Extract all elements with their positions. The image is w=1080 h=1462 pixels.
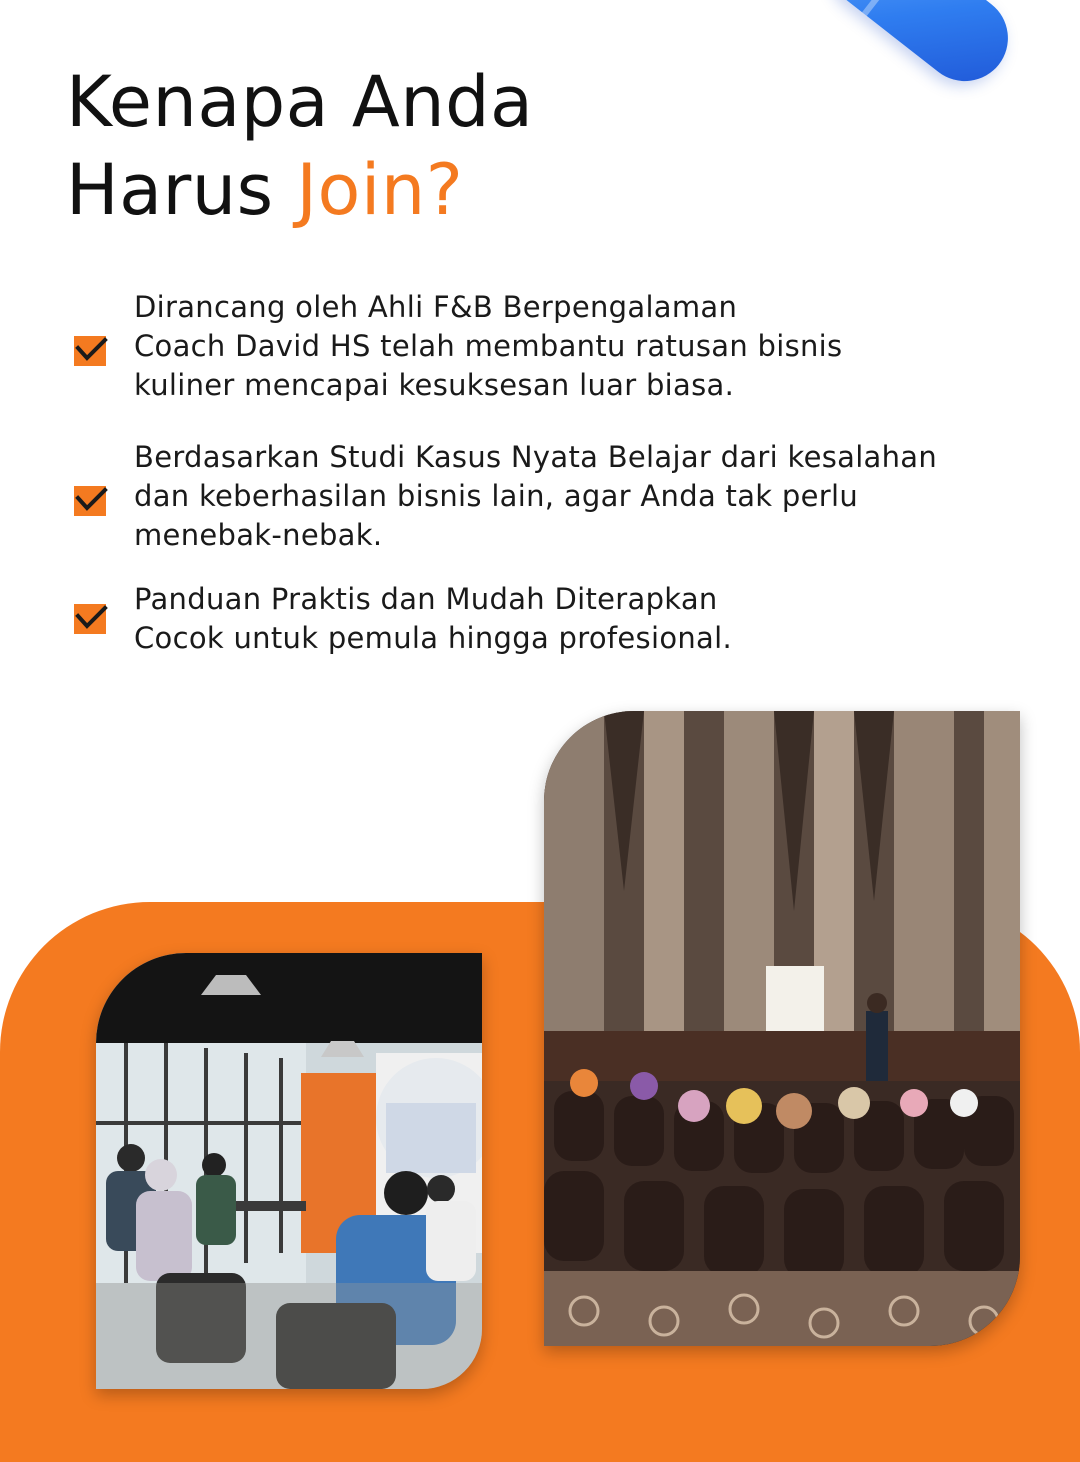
- benefit-line: Cocok untuk pemula hingga profesional.: [134, 621, 732, 655]
- benefit-text: [134, 438, 1034, 555]
- benefit-title: Berdasarkan Studi Kasus Nyata Belajar dari kesalahan: [134, 440, 938, 474]
- page-title: [66, 58, 766, 234]
- benefit-line: dan keberhasilan bisnis lain, agar Anda tak perlu: [134, 479, 858, 513]
- benefit-line: menebak-nebak.: [134, 518, 383, 552]
- blue-capsule-decoration: [815, 0, 1026, 98]
- benefit-line: Coach David HS telah membantu ratusan bisnis: [134, 329, 843, 363]
- check-box-icon: [74, 334, 108, 368]
- classroom-training-photo: [96, 953, 482, 1389]
- benefit-line: kuliner mencapai kesuksesan luar biasa.: [134, 368, 735, 402]
- check-box-icon: [74, 602, 108, 636]
- title-prefix: Harus: [66, 149, 297, 231]
- benefit-text: [134, 580, 1034, 658]
- seminar-ballroom-photo: [544, 711, 1020, 1346]
- title-line-2: [66, 146, 766, 234]
- title-accent: Join?: [296, 149, 464, 231]
- benefit-text: [134, 288, 1034, 405]
- check-box-icon: [74, 484, 108, 518]
- title-line-1: Kenapa Anda: [66, 61, 534, 143]
- benefit-title: Panduan Praktis dan Mudah Diterapkan: [134, 582, 718, 616]
- benefit-title: Dirancang oleh Ahli F&B Berpengalaman: [134, 290, 738, 324]
